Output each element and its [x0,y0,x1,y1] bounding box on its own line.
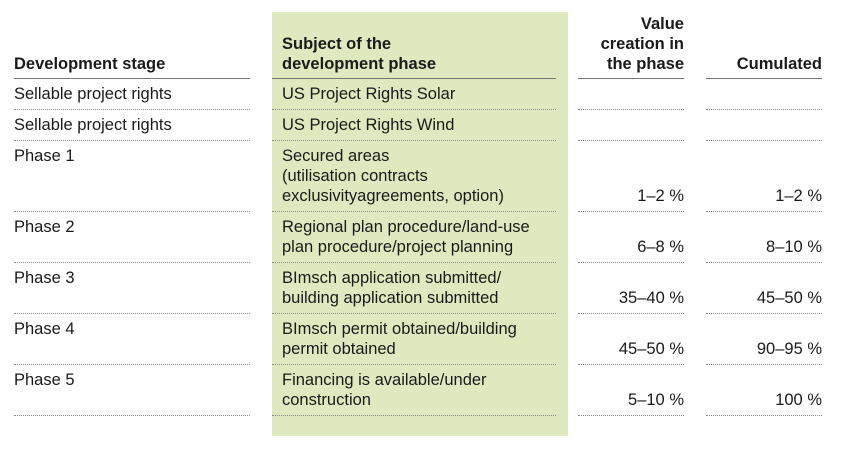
value-creation-cell [578,110,684,141]
subject-line: exclusivityagreements, option) [282,187,504,205]
table-row [14,79,822,110]
stage-cell: Phase 2 [14,212,250,263]
subject-line: permit obtained [282,340,396,358]
subject-line: BImsch application submitted/ [282,269,502,287]
header-development-stage: Development stage [14,14,250,79]
table-row [14,365,822,416]
subject-cell [272,314,556,365]
subject-line: building application submitted [282,289,499,307]
subject-line: plan procedure/project planning [282,238,514,256]
subject-line: US Project Rights Wind [282,116,455,134]
subject-line: Financing is available/under [282,371,487,389]
cumulated-cell [706,79,822,110]
subject-line: Regional plan procedure/land-use [282,218,530,236]
subject-cell [272,365,556,416]
table-body [14,79,822,416]
table-header-row [14,14,822,79]
cumulated-cell: 100 % [706,365,822,416]
cumulated-cell: 1–2 % [706,141,822,212]
table-row [14,110,822,141]
header-cumulated: Cumulated [706,14,822,79]
table-row [14,212,822,263]
stage-cell: Phase 5 [14,365,250,416]
subject-cell [272,79,556,110]
subject-cell [272,263,556,314]
subject-line: construction [282,391,371,409]
cumulated-cell: 8–10 % [706,212,822,263]
cumulated-cell: 90–95 % [706,314,822,365]
value-creation-cell: 35–40 % [578,263,684,314]
subject-cell [272,141,556,212]
cumulated-cell [706,110,822,141]
stage-cell: Phase 3 [14,263,250,314]
stage-cell: Phase 1 [14,141,250,212]
subject-line: BImsch permit obtained/building [282,320,517,338]
subject-line: Secured areas [282,147,390,165]
subject-cell [272,110,556,141]
header-value-creation: Value creation in the phase [578,14,684,79]
stage-cell: Sellable project rights [14,110,250,141]
development-stages-table [14,14,822,416]
stage-cell: Sellable project rights [14,79,250,110]
table-row [14,263,822,314]
value-creation-cell [578,79,684,110]
value-creation-cell: 1–2 % [578,141,684,212]
cumulated-cell: 45–50 % [706,263,822,314]
value-creation-cell: 6–8 % [578,212,684,263]
table-row [14,314,822,365]
value-creation-cell: 5–10 % [578,365,684,416]
subject-line: US Project Rights Solar [282,85,456,103]
table-row [14,141,822,212]
subject-line: (utilisation contracts [282,167,428,185]
header-subject: Subject of the development phase [272,14,556,79]
subject-cell [272,212,556,263]
stage-cell: Phase 4 [14,314,250,365]
value-creation-cell: 45–50 % [578,314,684,365]
